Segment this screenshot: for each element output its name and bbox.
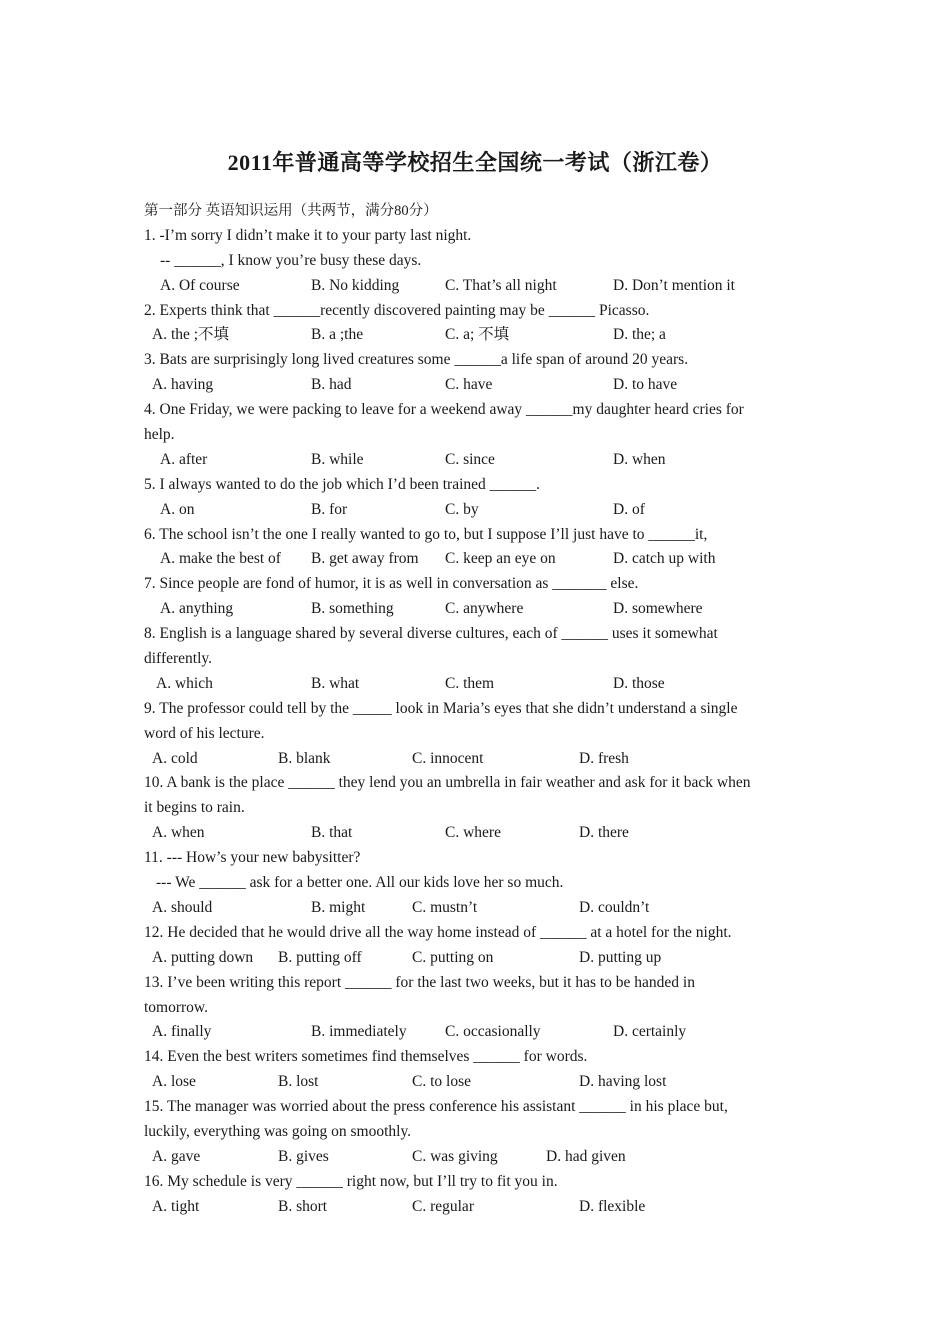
question-stem: 3. Bats are surprisingly long lived creatures some ______a life span of around 20 years. xyxy=(144,351,689,369)
options-row xyxy=(144,747,809,772)
question xyxy=(144,572,809,622)
question xyxy=(144,523,809,573)
option-d: D. had given xyxy=(546,1147,626,1165)
question xyxy=(144,921,809,971)
option-d: D. Don’t mention it xyxy=(613,276,735,294)
question-stem: 7. Since people are fond of humor, it is as well in conversation as _______ else. xyxy=(144,575,639,593)
options-row xyxy=(144,547,809,572)
option-c: C. since xyxy=(445,450,495,468)
question-stem: 4. One Friday, we were packing to leave for a weekend away ______my daughter heard cries for xyxy=(144,401,744,419)
question xyxy=(144,348,809,398)
option-a: A. after xyxy=(160,450,208,468)
question xyxy=(144,1170,809,1220)
option-c: C. mustn’t xyxy=(412,898,478,916)
option-b: B. while xyxy=(311,450,364,468)
question-stem: -- ______, I know you’re busy these days. xyxy=(160,251,422,269)
question-stem: 5. I always wanted to do the job which I’d been trained ______. xyxy=(144,475,541,493)
option-c: C. putting on xyxy=(412,948,494,966)
options-row xyxy=(144,1195,809,1220)
option-c: C. a; 不填 xyxy=(445,326,510,344)
exam-title: 2011年普通高等学校招生全国统一考试（浙江卷） xyxy=(227,150,723,175)
question-stem: 10. A bank is the place ______ they lend you an umbrella in fair weather and ask for it back when xyxy=(144,774,751,792)
option-a: A. tight xyxy=(152,1197,200,1215)
option-b: B. immediately xyxy=(311,1023,407,1041)
question xyxy=(144,971,809,1046)
option-a: A. the ;不填 xyxy=(152,326,230,344)
option-a: A. Of course xyxy=(160,276,240,294)
question-stem: 2. Experts think that ______recently discovered painting may be ______ Picasso. xyxy=(144,301,650,319)
options-row xyxy=(144,274,809,299)
options-row xyxy=(144,896,809,921)
option-a: A. having xyxy=(152,376,214,394)
option-b: B. No kidding xyxy=(311,276,400,294)
section-heading: 第一部分 英语知识运用（共两节，满分80分） xyxy=(144,203,438,219)
question-stem: --- We ______ ask for a better one. All our kids love her so much. xyxy=(156,874,564,892)
option-c: C. them xyxy=(445,674,495,692)
option-a: A. putting down xyxy=(152,948,254,966)
option-c: C. occasionally xyxy=(445,1023,541,1041)
option-d: D. catch up with xyxy=(613,550,716,568)
option-b: B. something xyxy=(311,600,394,618)
option-c: C. by xyxy=(445,500,479,518)
question-stem: 8. English is a language shared by several diverse cultures, each of ______ uses it somewhat xyxy=(144,625,718,643)
option-d: D. couldn’t xyxy=(579,898,650,916)
option-b: B. that xyxy=(311,824,353,842)
option-c: C. innocent xyxy=(412,749,484,767)
option-b: B. get away from xyxy=(311,550,419,568)
option-a: A. cold xyxy=(152,749,198,767)
option-d: D. the; a xyxy=(613,326,666,344)
question-stem: 14. Even the best writers sometimes find themselves ______ for words. xyxy=(144,1048,588,1066)
option-d: D. fresh xyxy=(579,749,629,767)
option-c: C. where xyxy=(445,824,501,842)
option-b: B. might xyxy=(311,898,366,916)
option-a: A. make the best of xyxy=(160,550,281,568)
question xyxy=(144,697,809,772)
question xyxy=(144,771,809,846)
options-row xyxy=(144,672,809,697)
option-c: C. to lose xyxy=(412,1073,471,1091)
option-a: A. gave xyxy=(152,1147,201,1165)
options-row xyxy=(144,498,809,523)
option-b: B. blank xyxy=(278,749,331,767)
option-d: D. somewhere xyxy=(613,600,703,618)
question-stem: differently. xyxy=(144,650,213,668)
option-a: A. which xyxy=(156,674,213,692)
option-b: B. lost xyxy=(278,1073,319,1091)
option-c: C. That’s all night xyxy=(445,276,557,294)
question xyxy=(144,299,809,349)
options-row xyxy=(144,448,809,473)
options-row xyxy=(144,821,809,846)
question-stem: 11. --- How’s your new babysitter? xyxy=(144,849,361,867)
option-a: A. finally xyxy=(152,1023,212,1041)
question xyxy=(144,622,809,697)
question-stem: 13. I’ve been writing this report ______ for the last two weeks, but it has to be handed in xyxy=(144,973,695,991)
question xyxy=(144,1045,809,1095)
option-d: D. there xyxy=(579,824,629,842)
option-b: B. short xyxy=(278,1197,328,1215)
option-d: D. putting up xyxy=(579,948,662,966)
question-stem: 1. -I’m sorry I didn’t make it to your party last night. xyxy=(144,226,472,244)
option-d: D. when xyxy=(613,450,666,468)
option-b: B. putting off xyxy=(278,948,362,966)
option-c: C. regular xyxy=(412,1197,474,1215)
option-d: D. those xyxy=(613,674,665,692)
options-row xyxy=(144,1020,809,1045)
options-row xyxy=(144,373,809,398)
question xyxy=(144,473,809,523)
question-stem: 12. He decided that he would drive all the way home instead of ______ at a hotel for the night. xyxy=(144,923,732,941)
question-stem: 9. The professor could tell by the _____ look in Maria’s eyes that she didn’t understand a single xyxy=(144,699,738,717)
option-c: C. have xyxy=(445,376,493,394)
option-b: B. for xyxy=(311,500,348,518)
option-d: D. certainly xyxy=(613,1023,687,1041)
option-d: D. having lost xyxy=(579,1073,667,1091)
question-stem: 15. The manager was worried about the press conference his assistant ______ in his place but, xyxy=(144,1098,728,1116)
options-row xyxy=(144,946,809,971)
option-b: B. gives xyxy=(278,1147,329,1165)
options-row xyxy=(144,597,809,622)
question xyxy=(144,1095,809,1170)
exam-content xyxy=(144,199,809,1220)
question-stem: tomorrow. xyxy=(144,998,208,1016)
question-stem: it begins to rain. xyxy=(144,799,245,817)
options-row xyxy=(144,1145,809,1170)
question xyxy=(144,846,809,921)
question-stem: word of his lecture. xyxy=(144,724,265,742)
option-a: A. should xyxy=(152,898,213,916)
question-stem: 6. The school isn’t the one I really wanted to go to, but I suppose I’ll just have to ______it, xyxy=(144,525,708,543)
question-stem: help. xyxy=(144,426,175,444)
option-c: C. keep an eye on xyxy=(445,550,556,568)
option-d: D. flexible xyxy=(579,1197,646,1215)
question-stem: luckily, everything was going on smoothly. xyxy=(144,1122,412,1140)
options-row xyxy=(144,1070,809,1095)
question-stem: 16. My schedule is very ______ right now, but I’ll try to fit you in. xyxy=(144,1172,558,1190)
option-b: B. a ;the xyxy=(311,326,364,344)
option-d: D. to have xyxy=(613,376,678,394)
option-d: D. of xyxy=(613,500,645,518)
option-b: B. what xyxy=(311,674,360,692)
option-a: A. anything xyxy=(160,600,234,618)
option-a: A. lose xyxy=(152,1073,196,1091)
question xyxy=(144,398,809,473)
option-a: A. when xyxy=(152,824,205,842)
option-a: A. on xyxy=(160,500,195,518)
option-c: C. was giving xyxy=(412,1147,498,1165)
question xyxy=(144,224,809,299)
option-b: B. had xyxy=(311,376,352,394)
options-row xyxy=(144,323,809,348)
option-c: C. anywhere xyxy=(445,600,524,618)
